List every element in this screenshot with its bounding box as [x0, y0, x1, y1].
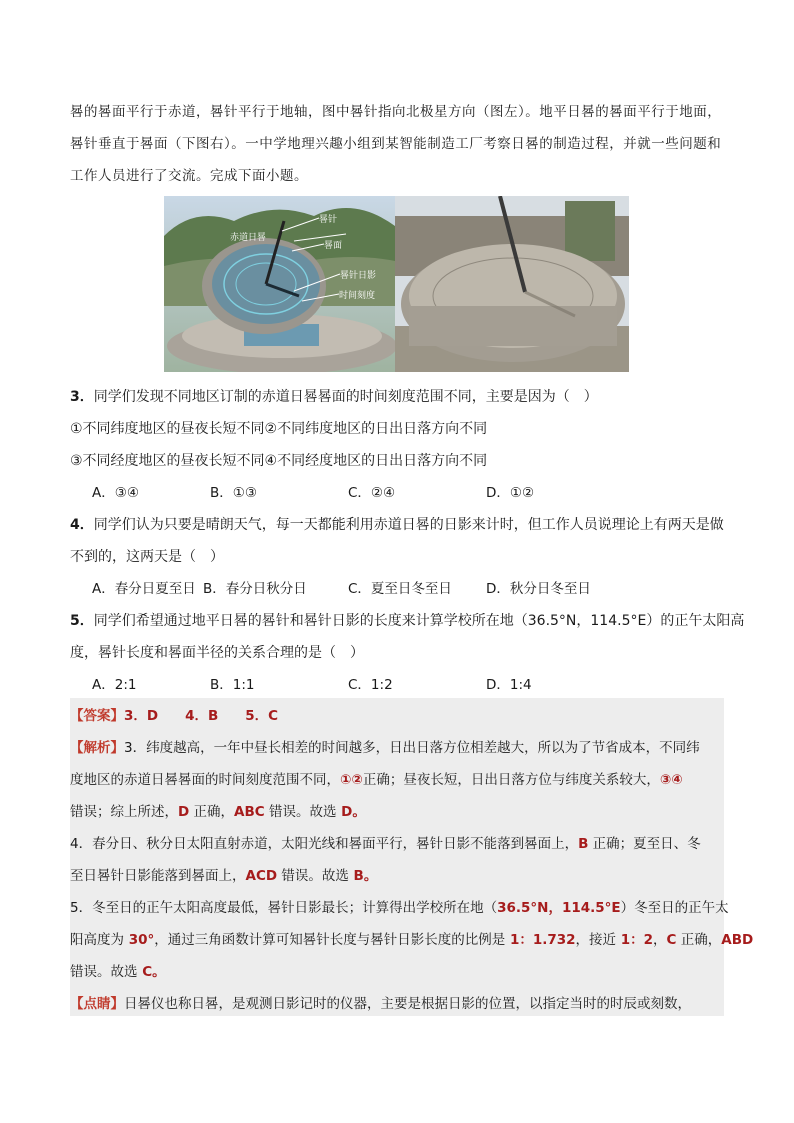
horizontal-sundial-illustration — [395, 196, 629, 372]
intro-line-3: 工作人员进行了交流。完成下面小题。 — [70, 168, 308, 184]
comment-tag: 【点睛】 — [70, 996, 124, 1012]
sundial-figure — [164, 196, 629, 372]
question-4-text-2: 不到的，这两天是（ ） — [70, 549, 224, 565]
analysis-line-5: 至日晷针日影能落到晷面上，ACD 错误。故选 B。 — [70, 868, 378, 884]
question-4-option-d[interactable]: D．秋分日冬至日 — [486, 581, 591, 597]
label-needle-shadow: 晷针日影 — [340, 271, 377, 281]
analysis-line-7: 阳高度为 30°，通过三角函数计算可知晷针长度与晷针日影长度的比例是 1：1.732，接近 1：2，C 正确，ABD — [70, 932, 754, 948]
question-3-number: 3． — [70, 389, 94, 405]
analysis-line-1: 【解析】3．纬度越高，一年中昼长相差的时间越多，日出日落方位相差越大，所以为了节省成本，不同纬 — [70, 740, 700, 756]
answer-text: 3．D 4．B 5．C — [124, 708, 279, 724]
question-5-text-2: 度，晷针长度和晷面半径的关系合理的是（ ） — [70, 645, 364, 661]
label-equatorial-sundial: 赤道日晷 — [230, 233, 267, 243]
question-4-text-1: 同学们认为只要是晴朗天气，每一天都能利用赤道日晷的日影来计时，但工作人员说理论上有两天是做 — [93, 517, 724, 533]
label-time-scale: 时间刻度 — [339, 291, 376, 301]
question-4-option-b[interactable]: B．春分日秋分日 — [203, 581, 307, 597]
question-5-option-a[interactable]: A．2:1 — [92, 677, 137, 693]
answer-tag: 【答案】 — [70, 708, 124, 724]
analysis-line-2: 度地区的赤道日晷晷面的时间刻度范围不同，①②正确；昼夜长短，日出日落方位与纬度关系较大，③④ — [70, 772, 683, 788]
label-needle: 晷针 — [319, 215, 338, 225]
question-3-option-b[interactable]: B．①③ — [210, 485, 257, 501]
question-5-option-b[interactable]: B．1:1 — [210, 677, 255, 693]
question-4-number: 4． — [70, 517, 94, 533]
question-5-number: 5． — [70, 613, 94, 629]
analysis-line-8: 错误。故选 C。 — [70, 964, 166, 980]
equatorial-sundial-photo — [164, 196, 395, 372]
question-3-option-a[interactable]: A．③④ — [92, 485, 139, 501]
question-4-option-c[interactable]: C．夏至日冬至日 — [348, 581, 452, 597]
question-3-option-d[interactable]: D．①② — [486, 485, 535, 501]
answer-line — [70, 706, 278, 726]
question-5-stem — [70, 611, 744, 631]
comment-line — [70, 994, 691, 1014]
question-3-statement-1: ①不同纬度地区的昼夜长短不同②不同纬度地区的日出日落方向不同 — [70, 421, 488, 437]
question-3-text: 同学们发现不同地区订制的赤道日晷晷面的时间刻度范围不同，主要是因为（ ） — [93, 389, 598, 405]
question-3-stem — [70, 387, 598, 407]
label-face: 晷面 — [324, 241, 343, 251]
question-3-statement-2: ③不同经度地区的昼夜长短不同④不同经度地区的日出日落方向不同 — [70, 453, 488, 469]
question-4-stem — [70, 515, 724, 535]
equatorial-sundial-illustration — [164, 196, 395, 372]
analysis-line-4: 4．春分日、秋分日太阳直射赤道，太阳光线和晷面平行，晷针日影不能落到晷面上，B 正确；夏至日、冬 — [70, 836, 701, 852]
analysis-tag: 【解析】 — [70, 740, 124, 756]
question-3-option-c[interactable]: C．②④ — [348, 485, 396, 501]
question-4-option-a[interactable]: A．春分日夏至日 — [92, 581, 196, 597]
intro-line-2: 晷针垂直于晷面（下图右）。一中学地理兴趣小组到某智能制造工厂考察日晷的制造过程，并就一些问题和 — [70, 136, 722, 152]
horizontal-sundial-photo — [395, 196, 629, 372]
analysis-line-6: 5．冬至日的正午太阳高度最低，晷针日影最长；计算得出学校所在地（36.5°N，114.5°E）冬至日的正午太 — [70, 900, 729, 916]
intro-paragraph — [70, 96, 730, 192]
analysis-line-3: 错误；综上所述，D 正确，ABC 错误。故选 D。 — [70, 804, 366, 820]
intro-line-1: 晷的晷面平行于赤道，晷针平行于地轴，图中晷针指向北极星方向（图左）。地平日晷的晷面平行于地面， — [70, 104, 722, 120]
comment-text: 日晷仪也称日晷，是观测日影记时的仪器，主要是根据日影的位置，以指定当时的时辰或刻数， — [124, 996, 691, 1012]
question-5-option-d[interactable]: D．1:4 — [486, 677, 532, 693]
question-5-text-1: 同学们希望通过地平日晷的晷针和晷针日影的长度来计算学校所在地（36.5°N，114.5°E）的正午太阳高 — [93, 613, 745, 629]
answer-analysis-block — [70, 698, 754, 1016]
question-5-option-c[interactable]: C．1:2 — [348, 677, 393, 693]
